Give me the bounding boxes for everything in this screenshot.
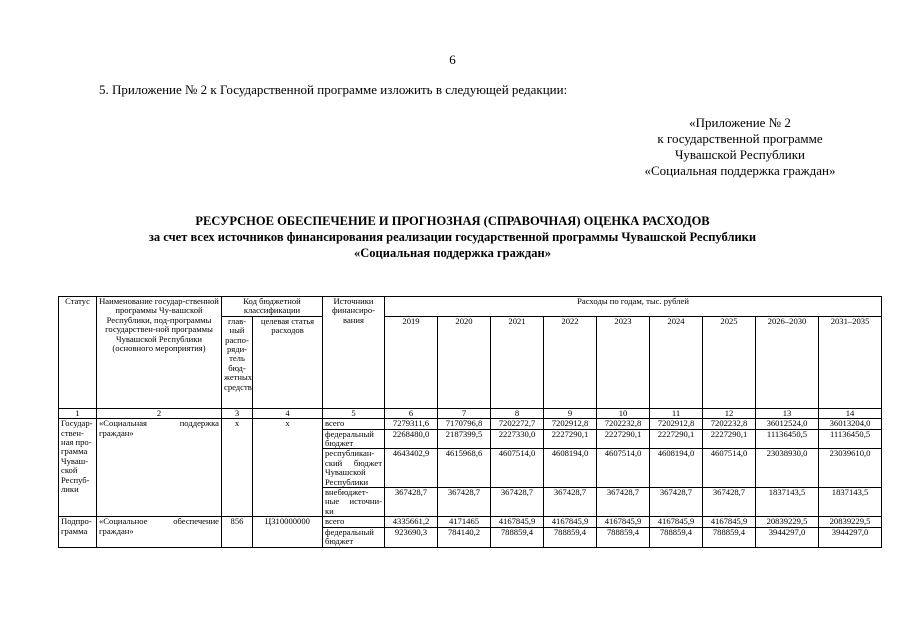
value-cell: 7202912,8 (650, 419, 703, 429)
header-year: 2020 (438, 316, 491, 408)
header-year: 2019 (385, 316, 438, 408)
value-cell: 7202272,7 (491, 419, 544, 429)
value-cell: 367428,7 (703, 488, 756, 517)
value-cell: 2227290,1 (597, 429, 650, 449)
appendix-line: «Социальная поддержка граждан» (644, 163, 836, 178)
row-source: всего (323, 517, 385, 527)
value-cell: 7202232,8 (703, 419, 756, 429)
value-cell: 788859,4 (544, 527, 597, 547)
value-cell: 23039610,0 (819, 449, 882, 488)
document-title (0, 213, 905, 261)
value-cell: 4643402,9 (385, 449, 438, 488)
column-number: 3 (222, 408, 253, 418)
column-number: 6 (385, 408, 438, 418)
intro-paragraph: 5. Приложение № 2 к Государственной программе изложить в следующей редакции: (99, 82, 568, 97)
value-cell: 4167845,9 (650, 517, 703, 527)
header-code-main: глав-ный распо-ряди-тель бюд-жетных средств (222, 316, 253, 408)
row-code-target: x (253, 419, 323, 517)
value-cell: 788859,4 (597, 527, 650, 547)
column-number: 8 (491, 408, 544, 418)
header-sources: Источники финансиро-вания (323, 297, 385, 409)
value-cell: 367428,7 (650, 488, 703, 517)
row-code-main: x (222, 419, 253, 517)
value-cell: 4167845,9 (597, 517, 650, 527)
header-year: 2025 (703, 316, 756, 408)
value-cell: 4335661,2 (385, 517, 438, 527)
value-cell: 784140,2 (438, 527, 491, 547)
column-number: 1 (59, 408, 97, 418)
value-cell: 1837143,5 (819, 488, 882, 517)
value-cell: 7170796,8 (438, 419, 491, 429)
page-number: 6 (449, 52, 456, 67)
value-cell: 4608194,0 (544, 449, 597, 488)
header-code-group: Код бюджетной классификации (222, 297, 323, 317)
column-number: 13 (756, 408, 819, 418)
value-cell: 1837143,5 (756, 488, 819, 517)
value-cell: 4607514,0 (597, 449, 650, 488)
column-number: 11 (650, 408, 703, 418)
value-cell: 7202912,8 (544, 419, 597, 429)
value-cell: 36012524,0 (756, 419, 819, 429)
value-cell: 2227290,1 (650, 429, 703, 449)
row-source: внебюджет-ные источни-ки (323, 488, 385, 517)
table-row (59, 517, 882, 527)
column-number: 2 (97, 408, 222, 418)
appendix-line: Чувашской Республики (674, 147, 806, 162)
row-source: республикан-ский бюджет Чувашской Республики (323, 449, 385, 488)
column-number: 5 (323, 408, 385, 418)
header-year: 2022 (544, 316, 597, 408)
row-code-main: 856 (222, 517, 253, 547)
value-cell: 4171465 (438, 517, 491, 527)
row-source: федеральный бюджет (323, 527, 385, 547)
value-cell: 2268480,0 (385, 429, 438, 449)
header-year: 2024 (650, 316, 703, 408)
column-number-row (59, 408, 882, 418)
value-cell: 36013204,0 (819, 419, 882, 429)
value-cell: 20839229,5 (756, 517, 819, 527)
row-status: Подпро-грамма (59, 517, 97, 547)
value-cell: 2227290,1 (544, 429, 597, 449)
value-cell: 788859,4 (650, 527, 703, 547)
row-source: федеральный бюджет (323, 429, 385, 449)
value-cell: 367428,7 (491, 488, 544, 517)
value-cell: 2227330,0 (491, 429, 544, 449)
appendix-caption (600, 115, 880, 179)
value-cell: 4607514,0 (703, 449, 756, 488)
value-cell: 20839229,5 (819, 517, 882, 527)
header-year: 2026–2030 (756, 316, 819, 408)
row-name: «Социальное обеспечение граждан» (97, 517, 222, 547)
value-cell: 4615968,6 (438, 449, 491, 488)
row-status: Государ-ствен-ная про-грамма Чуваш-ской Респуб-лики (59, 419, 97, 517)
value-cell: 3944297,0 (819, 527, 882, 547)
value-cell: 2227290,1 (703, 429, 756, 449)
row-name: «Социальная поддержка граждан» (97, 419, 222, 517)
title-line: «Социальная поддержка граждан» (354, 246, 551, 260)
appendix-line: «Приложение № 2 (689, 115, 791, 130)
column-number: 10 (597, 408, 650, 418)
title-line: за счет всех источников финансирования реализации государственной программы Чувашской Республики (148, 230, 757, 244)
column-number: 7 (438, 408, 491, 418)
value-cell: 788859,4 (703, 527, 756, 547)
header-years-group: Расходы по годам, тыс. рублей (385, 297, 882, 317)
table-row (59, 419, 882, 429)
value-cell: 4167845,9 (544, 517, 597, 527)
column-number: 14 (819, 408, 882, 418)
header-year: 2021 (491, 316, 544, 408)
value-cell: 4167845,9 (491, 517, 544, 527)
header-year: 2023 (597, 316, 650, 408)
value-cell: 11136450,5 (756, 429, 819, 449)
value-cell: 4607514,0 (491, 449, 544, 488)
row-source: всего (323, 419, 385, 429)
title-line: РЕСУРСНОЕ ОБЕСПЕЧЕНИЕ И ПРОГНОЗНАЯ (СПРАВОЧНАЯ) ОЦЕНКА РАСХОДОВ (195, 214, 710, 228)
value-cell: 2187399,5 (438, 429, 491, 449)
value-cell: 4608194,0 (650, 449, 703, 488)
value-cell: 23038930,0 (756, 449, 819, 488)
value-cell: 3944297,0 (756, 527, 819, 547)
value-cell: 4167845,9 (703, 517, 756, 527)
value-cell: 11136450,5 (819, 429, 882, 449)
appendix-line: к государственной программе (657, 131, 823, 146)
column-number: 4 (253, 408, 323, 418)
value-cell: 367428,7 (438, 488, 491, 517)
value-cell: 923690,3 (385, 527, 438, 547)
column-number: 9 (544, 408, 597, 418)
column-number: 12 (703, 408, 756, 418)
header-status: Статус (59, 297, 97, 409)
value-cell: 367428,7 (597, 488, 650, 517)
budget-table (58, 296, 882, 548)
value-cell: 7279311,6 (385, 419, 438, 429)
value-cell: 367428,7 (544, 488, 597, 517)
header-year: 2031–2035 (819, 316, 882, 408)
value-cell: 788859,4 (491, 527, 544, 547)
header-code-target: целевая статья расходов (253, 316, 323, 408)
value-cell: 367428,7 (385, 488, 438, 517)
header-name: Наименование государ-ственной программы Чу-вашской Республики, под-программы государствен-ной программы Чувашской Республики (основного мероприятия) (97, 297, 222, 409)
value-cell: 7202232,8 (597, 419, 650, 429)
row-code-target: Ц310000000 (253, 517, 323, 547)
